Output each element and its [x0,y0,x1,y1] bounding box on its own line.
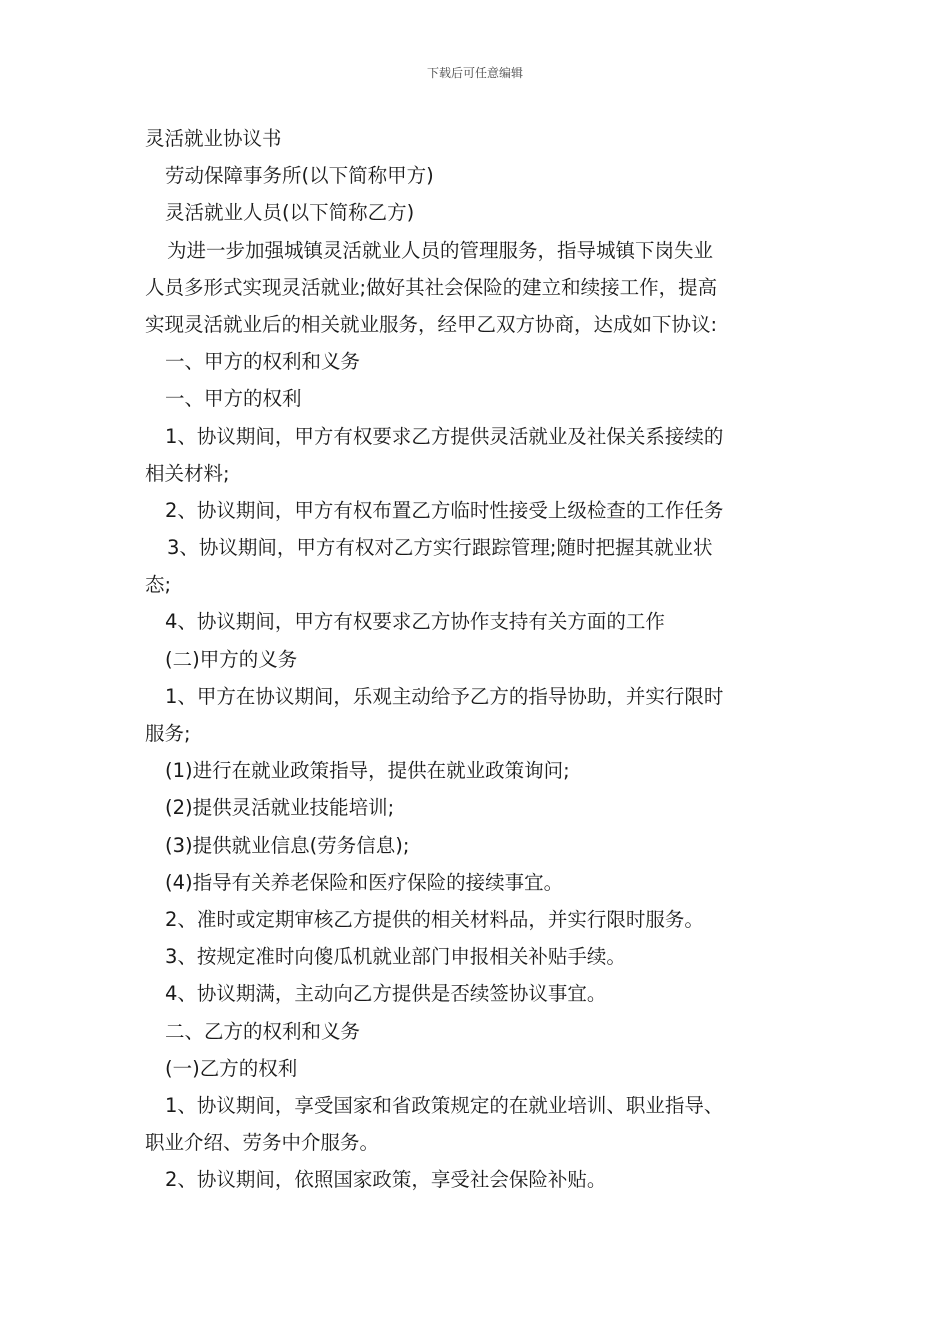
document-body [145,120,810,1198]
clause-line: 职业介绍、劳务中介服务。 [145,1131,380,1155]
clause-line: (1)进行在就业政策指导，提供在就业政策询问; [165,759,570,783]
clause-line: 1、协议期间，甲方有权要求乙方提供灵活就业及社保关系接续的 [165,424,724,448]
clause-line: 服务; [145,722,191,745]
subsection-heading: (二)甲方的义务 [165,647,298,671]
clause-line: (2)提供灵活就业技能培训; [165,796,395,820]
party-a-line: 劳动保障事务所(以下简称甲方) [165,164,434,188]
clause-line: 2、协议期间，甲方有权布置乙方临时性接受上级检查的工作任务 [165,498,724,522]
subsection-heading: 一、甲方的权利 [165,387,302,411]
paragraph-line: 实现灵活就业后的相关就业服务，经甲乙双方协商，达成如下协议: [145,312,718,336]
clause-line: 相关材料; [145,461,230,485]
clause-line: 态; [145,573,172,597]
paragraph-line: 人员多形式实现灵活就业;做好其社会保险的建立和续接工作，提高 [145,275,718,299]
clause-line: 4、协议期间，甲方有权要求乙方协作支持有关方面的工作 [165,610,665,634]
subsection-heading: (一)乙方的权利 [165,1056,298,1080]
clause-line: 1、协议期间，享受国家和省政策规定的在就业培训、职业指导、 [165,1093,724,1117]
clause-line: (3)提供就业信息(劳务信息); [165,833,410,857]
clause-line: (4)指导有关养老保险和医疗保险的接续事宜。 [165,870,564,894]
clause-line: 4、协议期满，主动向乙方提供是否续签协议事宜。 [165,982,607,1006]
clause-line: 2、协议期间，依照国家政策，享受社会保险补贴。 [165,1168,607,1192]
clause-line: 2、准时或定期审核乙方提供的相关材料品，并实行限时服务。 [165,907,704,931]
section-heading: 二、乙方的权利和义务 [165,1019,361,1043]
document-title: 灵活就业协议书 [145,127,282,150]
section-heading: 一、甲方的权利和义务 [165,350,361,374]
page-header-note: 下载后可任意编辑 [426,66,523,80]
party-b-line: 灵活就业人员(以下简称乙方) [165,201,415,225]
clause-line: 3、协议期间，甲方有权对乙方实行跟踪管理;随时把握其就业状 [167,536,713,560]
clause-line: 3、按规定准时向傻瓜机就业部门申报相关补贴手续。 [165,945,626,969]
paragraph-line: 为进一步加强城镇灵活就业人员的管理服务，指导城镇下岗失业 [167,238,714,262]
clause-line: 1、甲方在协议期间，乐观主动给予乙方的指导协助，并实行限时 [165,684,724,708]
